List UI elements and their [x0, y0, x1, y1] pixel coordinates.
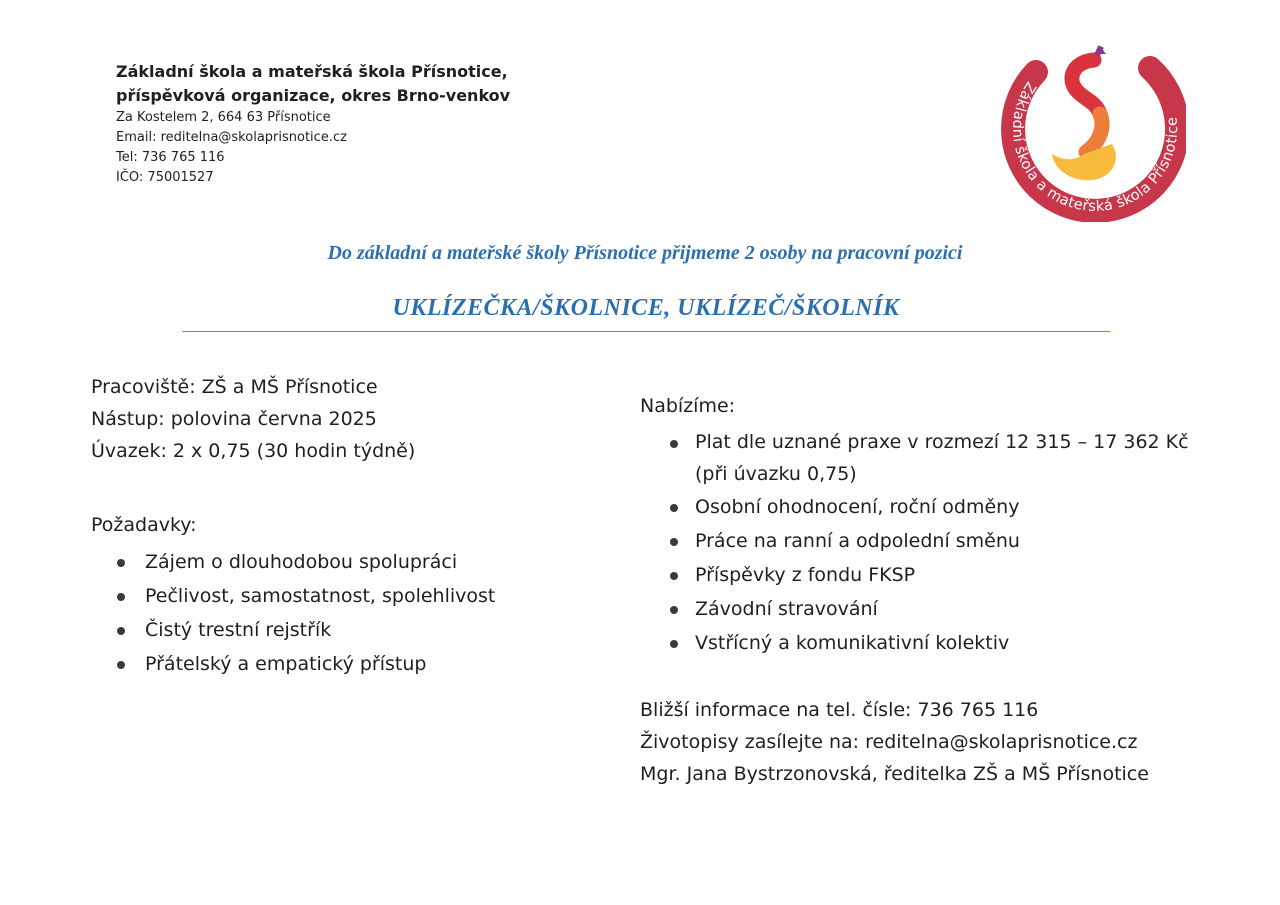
list-item: [640, 426, 1200, 490]
list-item: [640, 524, 1200, 558]
offer-column: [640, 390, 1200, 790]
title-divider: [182, 331, 1110, 332]
detail-start: Nástup: polovina června 2025: [91, 408, 377, 430]
footer-info: Bližší informace na tel. čísle: 736 765 116: [640, 699, 1039, 721]
detail-workplace: Pracoviště: ZŠ a MŠ Přísnotice: [91, 376, 378, 398]
offer-text: Příspěvky z fondu FKSP: [695, 564, 916, 586]
offer-text: Závodní stravování: [695, 598, 878, 620]
bullet-icon: [670, 504, 678, 512]
requirements-label: Požadavky:: [91, 514, 197, 536]
list-item: [91, 613, 591, 647]
requirement-text: Zájem o dlouhodobou spolupráci: [145, 551, 458, 573]
list-item: [640, 490, 1200, 524]
list-item: [640, 558, 1200, 592]
school-address: Za Kostelem 2, 664 63 Přísnotice: [116, 110, 331, 125]
requirement-text: Čistý trestní rejstřík: [145, 619, 332, 641]
bullet-icon: [117, 627, 125, 635]
requirement-text: Pečlivost, samostatnost, spolehlivost: [145, 585, 496, 607]
offer-text: Osobní ohodnocení, roční odměny: [695, 496, 1020, 518]
offer-text: Plat dle uznané praxe v rozmezí 12 315 – 17 362 Kč (při úvazku 0,75): [695, 431, 1189, 485]
school-header: [116, 60, 636, 188]
footer-signature: Mgr. Jana Bystrzonovská, ředitelka ZŠ a MŠ Přísnotice: [640, 763, 1149, 785]
list-item: [640, 592, 1200, 626]
job-title: UKLÍZEČKA/ŠKOLNICE, UKLÍZEČ/ŠKOLNÍK: [392, 295, 900, 321]
job-intro: Do základní a mateřské školy Přísnotice přijmeme 2 osoby na pracovní pozici: [327, 242, 963, 264]
offer-list: [640, 426, 1200, 660]
bullet-icon: [117, 661, 125, 669]
school-logo-graphic: [996, 42, 1186, 222]
bullet-icon: [670, 606, 678, 614]
offer-label: Nabízíme:: [640, 395, 736, 417]
detail-workload: Úvazek: 2 x 0,75 (30 hodin týdně): [91, 440, 416, 462]
offer-text: Vstřícný a komunikativní kolektiv: [695, 632, 1010, 654]
school-email: Email: reditelna@skolaprisnotice.cz: [116, 130, 347, 145]
requirements-list: [91, 545, 591, 681]
school-ico: IČO: 75001527: [116, 170, 214, 185]
bullet-icon: [670, 538, 678, 546]
bullet-icon: [670, 440, 678, 448]
offer-text: Práce na ranní a odpolední směnu: [695, 530, 1020, 552]
list-item: [91, 579, 591, 613]
bullet-icon: [117, 559, 125, 567]
school-name-line2: příspěvková organizace, okres Brno-venkov: [116, 86, 511, 105]
bullet-icon: [670, 640, 678, 648]
list-item: [91, 545, 591, 579]
school-name-line1: Základní škola a mateřská škola Přísnotice,: [116, 62, 508, 81]
bullet-icon: [670, 572, 678, 580]
bullet-icon: [117, 593, 125, 601]
logo-ring-textpath: Základní škola a mateřská škola Přísnotice: [1008, 78, 1182, 215]
spacer: [91, 467, 591, 509]
list-item: [640, 626, 1200, 660]
job-details-column: [91, 371, 591, 681]
list-item: [91, 647, 591, 681]
footer-cv: Životopisy zasílejte na: reditelna@skolaprisnotice.cz: [640, 731, 1138, 753]
requirement-text: Přátelský a empatický přístup: [145, 653, 427, 675]
school-phone: Tel: 736 765 116: [116, 150, 225, 165]
contact-footer: [640, 694, 1200, 790]
school-logo: [996, 42, 1186, 222]
